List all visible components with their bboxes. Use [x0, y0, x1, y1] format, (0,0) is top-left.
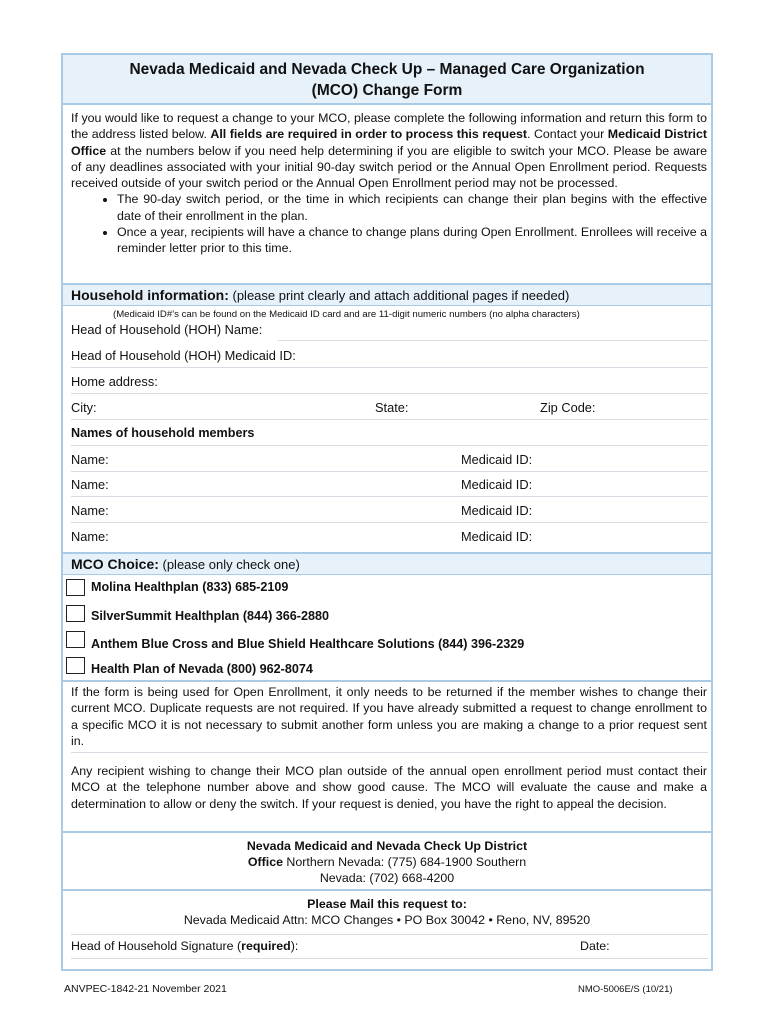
molina-option-label: Molina Healthplan (833) 685-2109	[91, 580, 289, 594]
state-label: State:	[375, 400, 409, 415]
signature-label-text: Head of Household Signature (	[71, 939, 242, 953]
section-divider	[71, 752, 708, 753]
mco-heading: MCO Choice:	[71, 556, 159, 572]
mail-address: Nevada Medicaid Attn: MCO Changes • PO Box 30042 • Reno, NV, 89520	[183, 913, 591, 927]
mco-header	[63, 552, 711, 575]
member-id-label: Medicaid ID:	[461, 477, 533, 492]
member-name-label: Name:	[71, 503, 109, 518]
footer-right: NMO-5006E/S (10/21)	[578, 984, 673, 995]
district-office-north: Northern Nevada: (775) 684-1900 Southern	[282, 855, 527, 869]
mco-heading-note: (please only check one)	[158, 557, 300, 572]
form-title	[63, 55, 711, 105]
bullet-item: • The 90-day switch period, or the time in which recipients can change their plan begins with the effective date of their enrollment in the plan.	[117, 191, 707, 224]
anthem-option-label: Anthem Blue Cross and Blue Shield Healthcare Solutions (844) 396-2329	[91, 637, 525, 651]
bullet-item: • Once a year, recipients will have a chance to change plans during Open Enrollment. Enrollees will receive a reminder letter prior to this time.	[117, 224, 707, 257]
signature-field[interactable]	[71, 958, 708, 959]
intro-bullets	[71, 191, 707, 256]
signature-label	[71, 939, 298, 953]
hpn-checkbox[interactable]	[66, 657, 85, 674]
hoh-name-field[interactable]	[278, 340, 708, 341]
address-field[interactable]	[71, 393, 708, 394]
district-divider	[63, 831, 711, 833]
member-row-field[interactable]	[71, 471, 708, 472]
member-row-field[interactable]	[71, 522, 708, 523]
silversummit-option-label: SilverSummit Healthplan (844) 366-2880	[91, 609, 329, 623]
signature-required: required	[241, 939, 291, 953]
mail-heading: Please Mail this request to:	[307, 897, 467, 911]
intro-section	[71, 110, 707, 257]
intro-paragraph	[71, 110, 707, 191]
hoh-id-field[interactable]	[71, 367, 708, 368]
open-enrollment-text: If the form is being used for Open Enrollment, it only needs to be returned if the member wishes to change their current MCO. Duplicate requests are not required. If you have already submitted a request to change enrollment to a specific MCO it is not necessary to submit another form unless you are making a change to a prior request sent in.	[71, 685, 707, 748]
member-row-field[interactable]	[71, 496, 708, 497]
hoh-id-label: Head of Household (HOH) Medicaid ID:	[71, 348, 296, 363]
member-id-label: Medicaid ID:	[461, 529, 533, 544]
household-heading-note: (please print clearly and attach additional pages if needed)	[228, 288, 570, 303]
mail-bottom-divider	[71, 934, 708, 935]
members-heading: Names of household members	[71, 426, 255, 440]
household-heading: Household information:	[71, 287, 229, 303]
intro-district-office: Medicaid District Office	[71, 127, 708, 158]
member-id-label: Medicaid ID:	[461, 452, 533, 467]
medicaid-id-note: (Medicaid ID#’s can be found on the Medicaid ID card and are 11-digit numeric numbers (no alpha characters)	[113, 309, 580, 320]
city-state-zip-field[interactable]	[71, 419, 708, 420]
molina-checkbox[interactable]	[66, 579, 85, 596]
silversummit-checkbox[interactable]	[66, 605, 85, 622]
title-line-2: (MCO) Change Form	[311, 82, 463, 99]
district-office-bold: Office	[247, 855, 283, 869]
member-name-label: Name:	[71, 529, 109, 544]
intro-text-a: If you would like to request a change to your MCO, please complete the following information and return this form to the address listed below.	[71, 111, 707, 142]
zip-label: Zip Code:	[540, 400, 596, 415]
anthem-checkbox[interactable]	[66, 631, 85, 648]
mail-info	[63, 896, 711, 928]
member-name-label: Name:	[71, 452, 109, 467]
mco-divider	[63, 680, 711, 682]
signature-label-end: ):	[290, 939, 299, 953]
district-office-title: Nevada Medicaid and Nevada Check Up District	[246, 839, 528, 853]
outside-period-note	[71, 763, 707, 812]
title-line-1: Nevada Medicaid and Nevada Check Up – Managed Care Organization	[129, 61, 645, 78]
city-label: City:	[71, 400, 97, 415]
date-label: Date:	[580, 939, 610, 953]
district-office-info	[63, 838, 711, 886]
district-office-south: Nevada: (702) 668-4200	[319, 871, 455, 885]
mail-divider	[63, 889, 711, 891]
hpn-option-label: Health Plan of Nevada (800) 962-8074	[91, 662, 313, 676]
intro-text-c: at the numbers below if you need help determining if you are eligible to switch your MCO. Please be aware of any deadlines associated with your initial 90-day switch period or the Annual Open Enrollment period. Requests received outside of your switch period or the Annual Open Enrollment period may not be processed.	[71, 143, 707, 191]
footer-left: ANVPEC-1842-21 November 2021	[64, 983, 227, 995]
outside-period-text: Any recipient wishing to change their MCO plan outside of the annual open enrollment period must contact their MCO at the telephone number above and show good cause. The MCO will evaluate the cause and make a determination to allow or deny the switch. If your request is denied, you have the right to appeal the decision.	[71, 764, 707, 811]
member-name-label: Name:	[71, 477, 109, 492]
member-id-label: Medicaid ID:	[461, 503, 533, 518]
address-label: Home address:	[71, 374, 158, 389]
household-header	[63, 283, 711, 306]
hoh-name-label: Head of Household (HOH) Name:	[71, 322, 263, 337]
intro-required-note: All fields are required in order to process this request	[210, 127, 528, 142]
intro-text-b: . Contact your	[527, 127, 608, 142]
open-enrollment-note	[71, 684, 707, 749]
members-divider	[71, 445, 708, 446]
